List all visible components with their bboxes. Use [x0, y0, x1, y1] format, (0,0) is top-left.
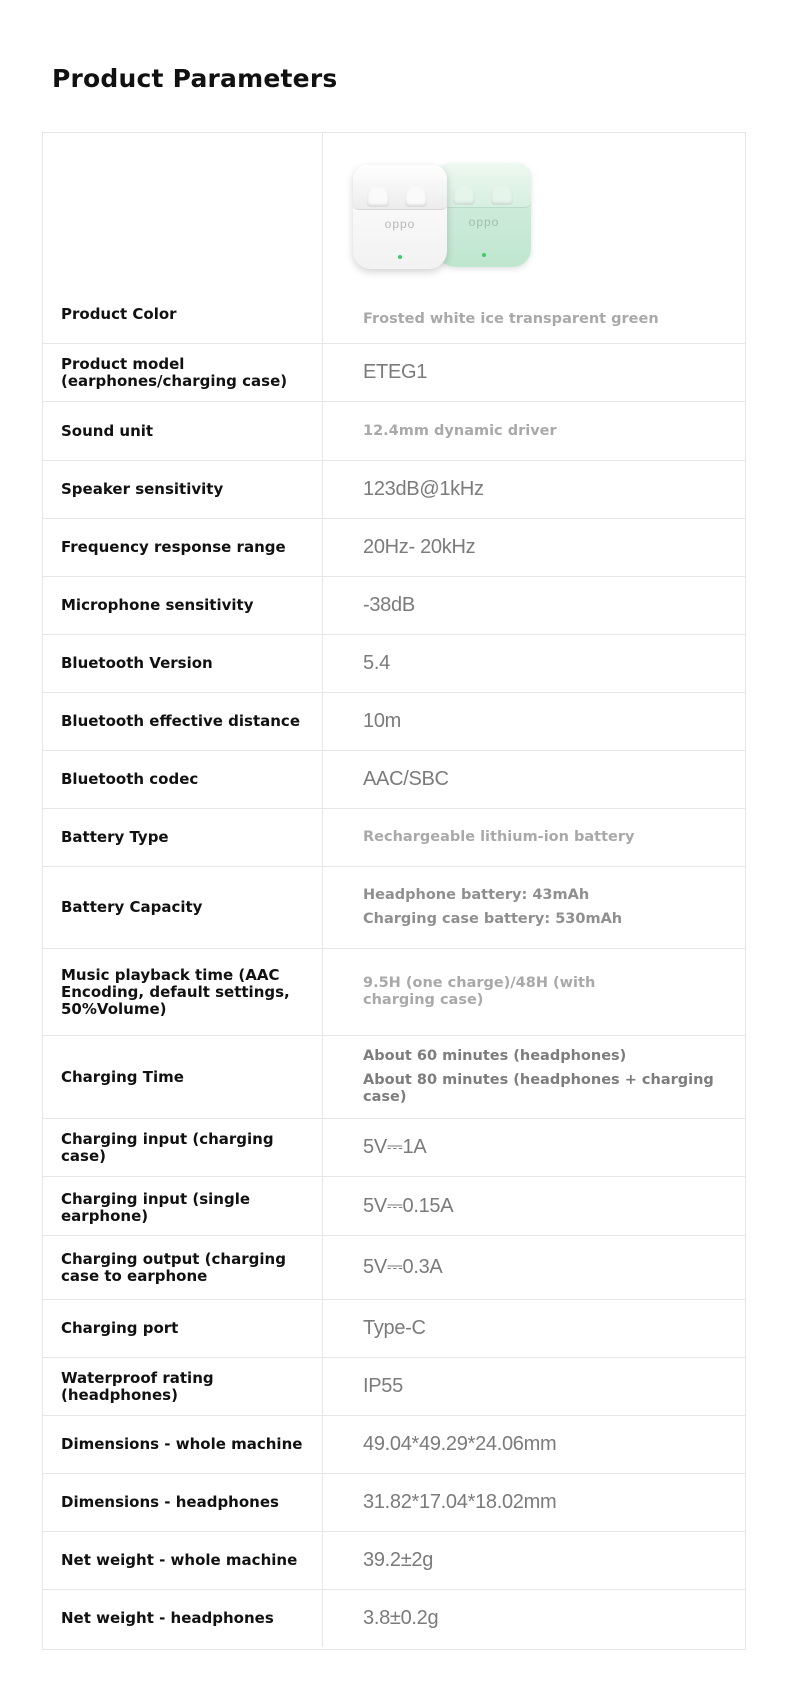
parameters-table — [42, 132, 746, 1650]
table-row — [43, 1119, 745, 1177]
row-value-text: 31.82*17.04*18.02mm — [363, 1491, 557, 1513]
row-value-text: 5V⎓1A — [363, 1136, 427, 1158]
row-label: Charging Time — [43, 1036, 323, 1118]
row-label: Product model (earphones/charging case) — [43, 344, 323, 401]
row-label: Bluetooth Version — [43, 635, 323, 692]
row-value-text: Frosted white ice transparent green — [363, 311, 659, 327]
row-value-text: 123dB@1kHz — [363, 478, 484, 500]
page-title: Product Parameters — [52, 64, 338, 93]
product-image — [353, 163, 533, 273]
row-value-text: 49.04*49.29*24.06mm — [363, 1433, 557, 1455]
row-label: Waterproof rating (headphones) — [43, 1358, 323, 1415]
row-value-text: 39.2±2g — [363, 1549, 434, 1571]
row-label: Charging input (single earphone) — [43, 1177, 323, 1235]
table-row — [43, 693, 745, 751]
row-label: Net weight - headphones — [43, 1590, 323, 1647]
table-row — [43, 519, 745, 577]
row-label: Charging input (charging case) — [43, 1119, 323, 1176]
table-row — [43, 1300, 745, 1358]
green-charging-case: oppo — [437, 163, 531, 267]
row-label: Speaker sensitivity — [43, 461, 323, 518]
row-value-text: 10m — [363, 710, 402, 732]
row-label: Product Color — [43, 133, 323, 343]
row-value-text: 5V⎓0.3A — [363, 1256, 443, 1278]
table-row — [43, 577, 745, 635]
table-row — [43, 1590, 745, 1647]
row-value-text: 12.4mm dynamic driver — [363, 422, 557, 439]
table-row — [43, 1532, 745, 1590]
white-charging-case: oppo — [353, 165, 447, 269]
row-label: Charging output (charging case to earphone — [43, 1236, 323, 1299]
row-label: Net weight - whole machine — [43, 1532, 323, 1589]
row-label: Battery Capacity — [43, 867, 323, 948]
row-value-text: Rechargeable lithium-ion battery — [363, 829, 635, 845]
table-row — [43, 751, 745, 809]
row-value-text: AAC/SBC — [363, 768, 449, 790]
table-row — [43, 1236, 745, 1300]
row-label: Frequency response range — [43, 519, 323, 576]
table-row-product-color — [43, 133, 745, 344]
row-label: Bluetooth effective distance — [43, 693, 323, 750]
table-row — [43, 635, 745, 693]
row-label: Dimensions - whole machine — [43, 1416, 323, 1473]
row-label: Dimensions - headphones — [43, 1474, 323, 1531]
row-value — [323, 133, 745, 343]
row-label: Microphone sensitivity — [43, 577, 323, 634]
table-row — [43, 461, 745, 519]
row-value-text: Type-C — [363, 1317, 426, 1339]
table-row — [43, 1358, 745, 1416]
row-value-text: 5.4 — [363, 652, 390, 674]
row-value-text: 9.5H (one charge)/48H (with charging case) — [363, 975, 596, 1008]
row-value-text: -38dB — [363, 594, 415, 616]
table-row — [43, 1474, 745, 1532]
row-value-text: 5V⎓0.15A — [363, 1194, 454, 1217]
row-value-text: About 80 minutes (headphones + charging case) — [363, 1072, 714, 1105]
row-value-text: ETEG1 — [363, 361, 428, 383]
row-value-text: Charging case battery: 530mAh — [363, 911, 623, 927]
table-row — [43, 1177, 745, 1236]
row-value-text: Headphone battery: 43mAh — [363, 887, 590, 903]
row-label: Sound unit — [43, 402, 323, 460]
row-label: Bluetooth codec — [43, 751, 323, 808]
row-label: Music playback time (AAC Encoding, default settings, 50%Volume) — [43, 949, 323, 1035]
row-value-text: About 60 minutes (headphones) — [363, 1048, 627, 1064]
table-row — [43, 344, 745, 402]
table-row — [43, 1416, 745, 1474]
table-row — [43, 809, 745, 867]
row-label: Charging port — [43, 1300, 323, 1357]
table-row — [43, 1036, 745, 1119]
row-value-text: 20Hz- 20kHz — [363, 536, 476, 558]
row-value-text: IP55 — [363, 1375, 403, 1397]
table-row — [43, 867, 745, 949]
table-row — [43, 949, 745, 1036]
row-label: Battery Type — [43, 809, 323, 866]
table-row — [43, 402, 745, 461]
row-value-text: 3.8±0.2g — [363, 1607, 439, 1629]
